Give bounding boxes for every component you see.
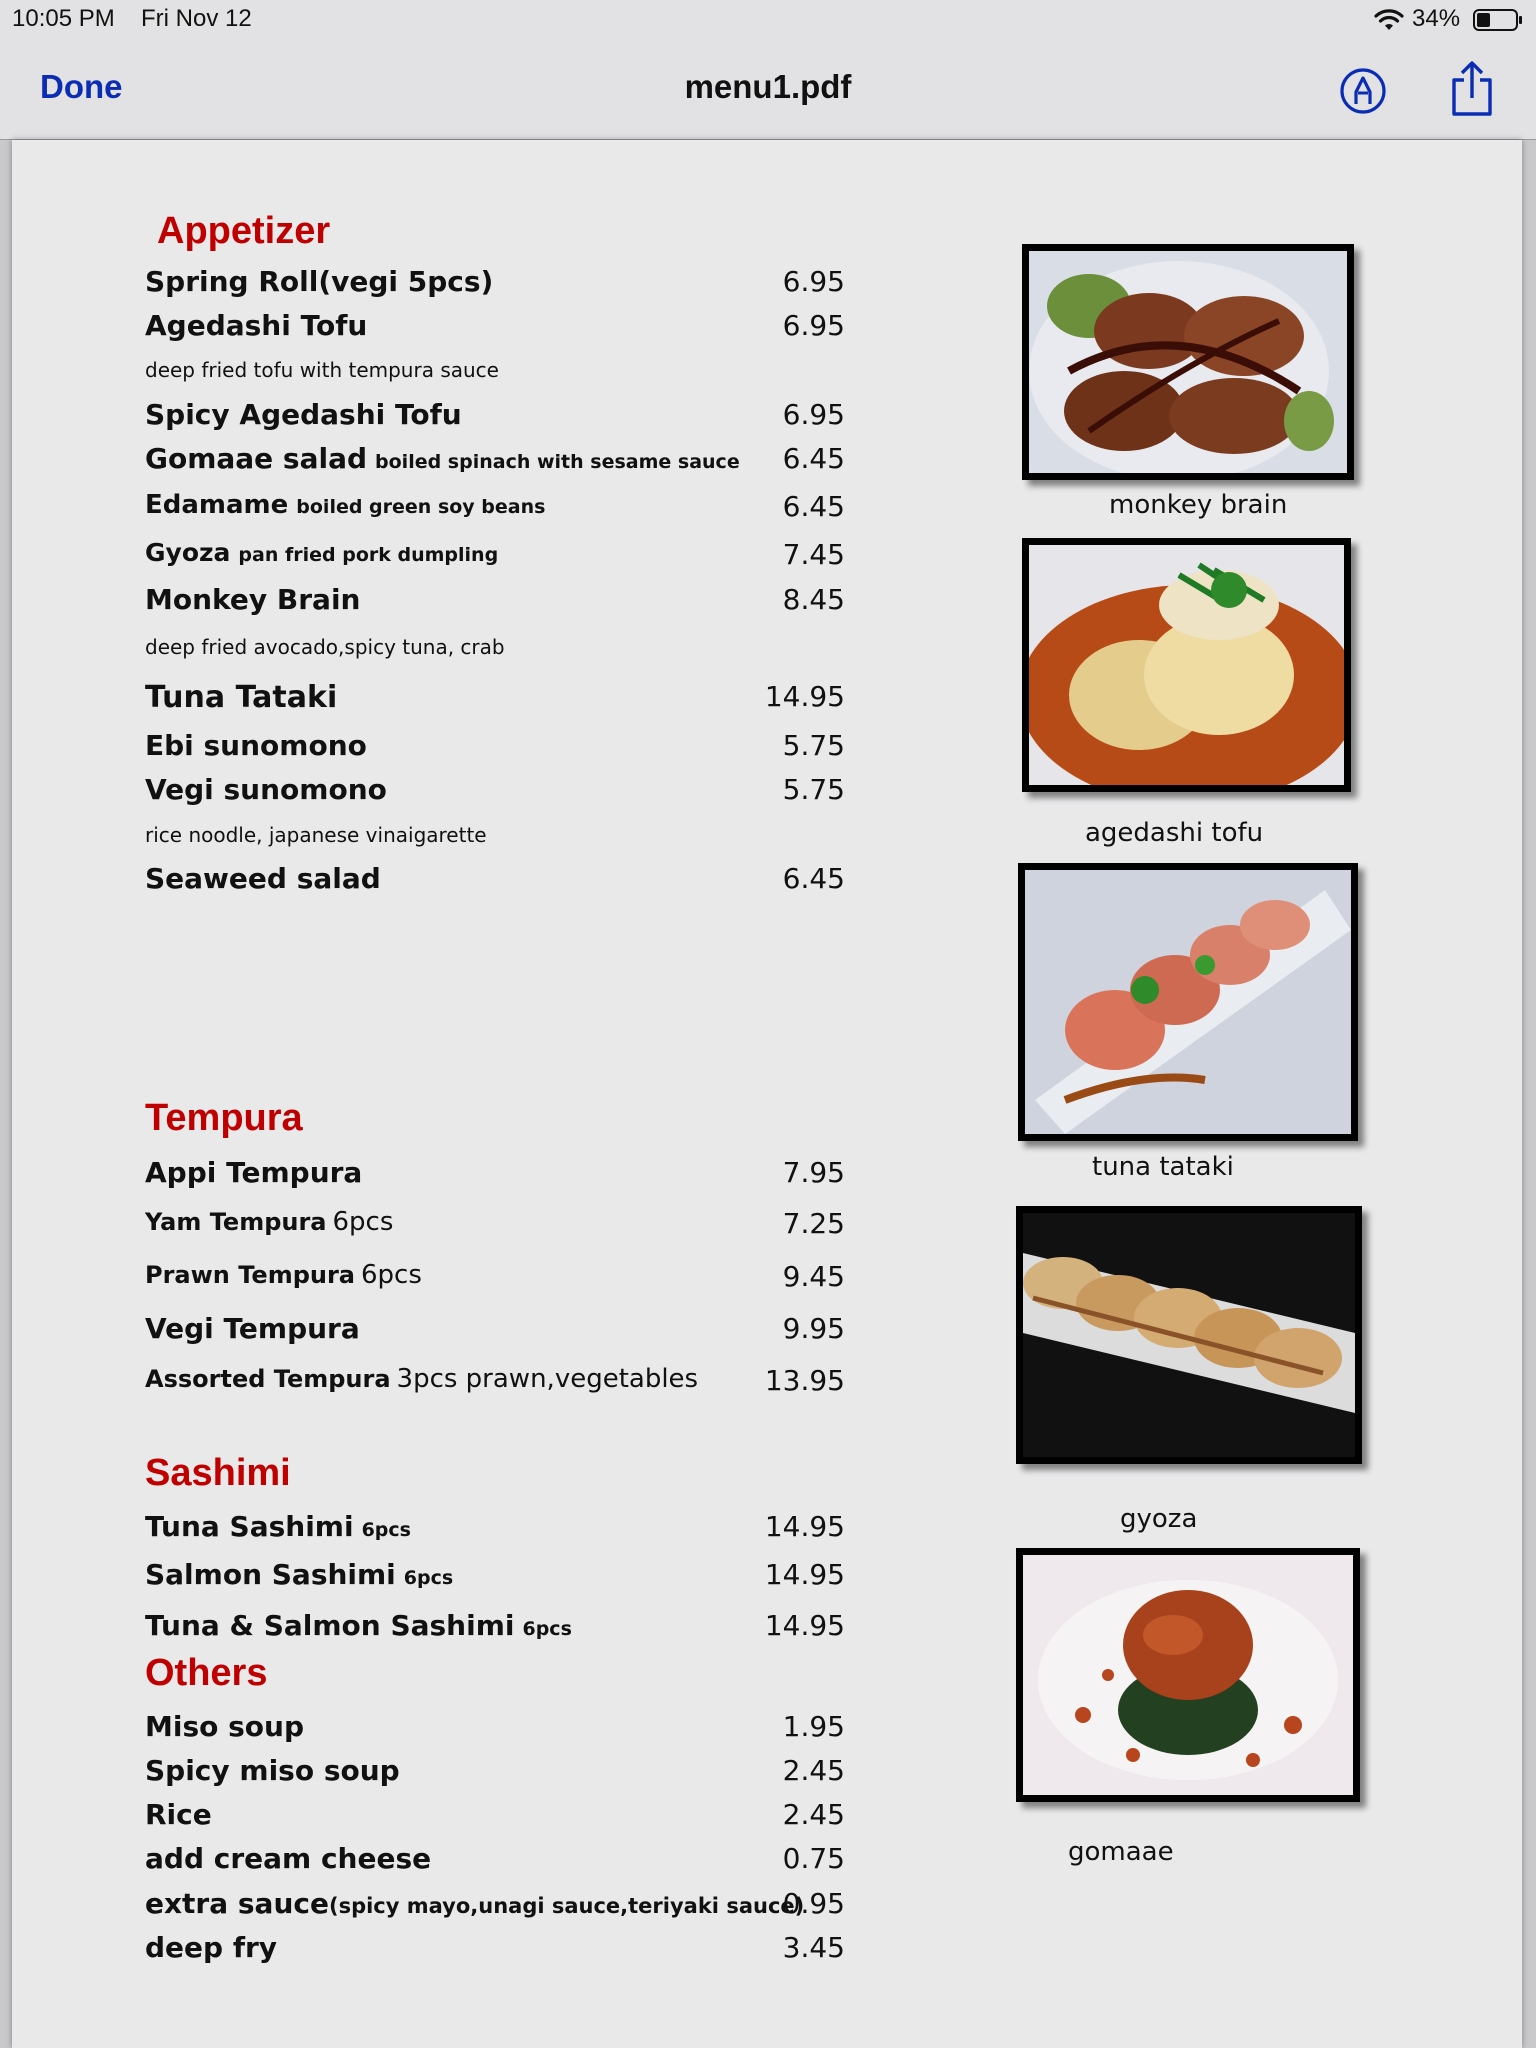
- item-price: 1.95: [782, 1710, 845, 1743]
- item-price: 8.45: [782, 583, 845, 616]
- item-description: deep fried avocado,spicy tuna, crab: [145, 635, 505, 659]
- item-name-text: Assorted Tempura: [145, 1365, 391, 1393]
- item-inline-description: 6pcs: [522, 1618, 572, 1640]
- item-price: 14.95: [764, 1558, 845, 1591]
- menu-item: [145, 1798, 845, 1838]
- item-name: [145, 1558, 453, 1591]
- menu-item: [145, 1312, 845, 1352]
- menu-item: [145, 1710, 845, 1750]
- share-icon[interactable]: [1448, 60, 1496, 118]
- section-sashimi-title: Sashimi: [145, 1452, 291, 1494]
- item-price: 7.95: [782, 1156, 845, 1189]
- nav-bar: [0, 38, 1536, 140]
- item-name: Agedashi Tofu: [145, 309, 368, 342]
- item-price: 14.95: [764, 680, 845, 713]
- item-name: Vegi sunomono: [145, 773, 387, 806]
- item-inline-description: 3pcs prawn,vegetables: [396, 1364, 699, 1394]
- status-bar: [0, 0, 1536, 38]
- item-description: deep fried tofu with tempura sauce: [145, 358, 499, 382]
- item-price: 6.95: [782, 398, 845, 431]
- menu-item: [145, 583, 845, 623]
- item-name-text: Salmon Sashimi: [145, 1558, 396, 1591]
- photo-caption: tuna tataki: [1092, 1152, 1234, 1182]
- markup-pen-icon[interactable]: [1338, 66, 1388, 116]
- photo-caption: agedashi tofu: [1085, 818, 1264, 848]
- item-price: 3.45: [782, 1931, 845, 1964]
- menu-item: [145, 538, 845, 578]
- item-price: 2.45: [782, 1754, 845, 1787]
- menu-item: [145, 1260, 845, 1300]
- menu-item: [145, 1510, 845, 1550]
- status-time: 10:05 PM: [12, 5, 115, 32]
- item-name: [145, 442, 740, 475]
- item-price: 7.25: [782, 1207, 845, 1240]
- item-name: [145, 1364, 698, 1394]
- item-price: 6.95: [782, 265, 845, 298]
- item-name: Appi Tempura: [145, 1156, 363, 1189]
- item-name-text: Prawn Tempura: [145, 1261, 355, 1289]
- item-name: Monkey Brain: [145, 583, 361, 616]
- menu-item: [145, 773, 845, 813]
- menu-item: [145, 1156, 845, 1196]
- item-name-text: Gyoza: [145, 538, 231, 567]
- menu-item: [145, 265, 845, 305]
- menu-item: [145, 1609, 845, 1649]
- menu-item: [145, 442, 845, 482]
- item-name: Miso soup: [145, 1710, 304, 1743]
- photo-caption: monkey brain: [1109, 490, 1288, 520]
- menu-item: [145, 1754, 845, 1794]
- item-name: deep fry: [145, 1931, 278, 1964]
- item-price: 14.95: [764, 1510, 845, 1543]
- battery-icon: [1473, 9, 1523, 31]
- item-price: 5.75: [782, 773, 845, 806]
- menu-item: [145, 729, 845, 769]
- item-price: 14.95: [764, 1609, 845, 1642]
- item-inline-description: boiled green soy beans: [296, 496, 546, 518]
- item-price: 2.45: [782, 1798, 845, 1831]
- food-photo-gomaae: [1016, 1548, 1360, 1802]
- menu-item: [145, 1931, 845, 1971]
- item-price: 6.45: [782, 862, 845, 895]
- item-inline-description: 6pcs: [361, 1519, 411, 1541]
- menu-item: [145, 1207, 845, 1247]
- battery-percent: 34%: [1412, 5, 1461, 32]
- item-name: [145, 1887, 804, 1920]
- menu-item: [145, 1364, 845, 1404]
- item-name: [145, 538, 498, 567]
- food-photo-gyoza: [1016, 1206, 1362, 1464]
- item-price: 9.95: [782, 1312, 845, 1345]
- item-inline-description: 6pcs: [403, 1567, 454, 1589]
- menu-item: [145, 398, 845, 438]
- item-price: 9.45: [782, 1260, 845, 1293]
- menu-item: [145, 680, 845, 720]
- item-name: [145, 490, 545, 520]
- item-name-text: Tuna & Salmon Sashimi: [145, 1609, 515, 1642]
- item-price: 6.95: [782, 309, 845, 342]
- item-name: Vegi Tempura: [145, 1312, 360, 1345]
- pdf-page[interactable]: [12, 140, 1522, 2048]
- item-name-text: Edamame: [145, 490, 289, 520]
- item-name: [145, 1609, 572, 1642]
- item-price: 6.45: [782, 442, 845, 475]
- item-inline-description: 6pcs: [332, 1207, 394, 1237]
- item-name-text: Tuna Sashimi: [145, 1510, 354, 1543]
- item-price: 13.95: [764, 1364, 845, 1397]
- item-name: [145, 1510, 411, 1543]
- item-name: Spicy Agedashi Tofu: [145, 398, 462, 431]
- item-price: 0.95: [782, 1887, 845, 1920]
- item-price: 0.75: [782, 1842, 845, 1875]
- menu-item: [145, 1558, 845, 1598]
- menu-item: [145, 1842, 845, 1882]
- item-name: Rice: [145, 1798, 212, 1831]
- item-inline-description: 6pcs: [361, 1260, 422, 1290]
- item-inline-description: (spicy mayo,unagi sauce,teriyaki sauce): [328, 1894, 805, 1918]
- menu-item: [145, 309, 845, 349]
- food-photo-monkey-brain: [1022, 244, 1354, 480]
- item-name: Seaweed salad: [145, 862, 381, 895]
- photo-caption: gyoza: [1120, 1504, 1198, 1534]
- section-others-title: Others: [145, 1652, 268, 1694]
- food-photo-agedashi-tofu: [1022, 538, 1351, 792]
- section-appetizer-title: Appetizer: [157, 210, 331, 252]
- wifi-icon: [1374, 8, 1404, 32]
- status-date: Fri Nov 12: [141, 5, 252, 32]
- item-name-text: Yam Tempura: [145, 1208, 327, 1236]
- item-name: [145, 1260, 422, 1290]
- item-name: Tuna Tataki: [145, 680, 338, 715]
- item-price: 6.45: [782, 490, 845, 523]
- item-name-text: Gomaae salad: [145, 442, 368, 475]
- item-name: add cream cheese: [145, 1842, 432, 1875]
- item-price: 5.75: [782, 729, 845, 762]
- section-tempura-title: Tempura: [145, 1097, 303, 1139]
- document-title: menu1.pdf: [684, 68, 852, 105]
- menu-item: [145, 862, 845, 902]
- photo-caption: gomaae: [1068, 1837, 1174, 1867]
- done-button[interactable]: Done: [40, 68, 123, 105]
- food-photo-tuna-tataki: [1018, 863, 1358, 1141]
- item-name: [145, 1207, 393, 1237]
- item-inline-description: boiled spinach with sesame sauce: [375, 451, 740, 473]
- menu-item: [145, 490, 845, 530]
- item-name: Ebi sunomono: [145, 729, 367, 762]
- item-description: rice noodle, japanese vinaigarette: [145, 823, 487, 847]
- item-name-text: extra sauce: [145, 1887, 329, 1920]
- item-name: Spring Roll(vegi 5pcs): [145, 265, 494, 298]
- item-price: 7.45: [782, 538, 845, 571]
- menu-item: [145, 1887, 845, 1927]
- item-inline-description: pan fried pork dumpling: [238, 544, 499, 566]
- item-name: Spicy miso soup: [145, 1754, 400, 1787]
